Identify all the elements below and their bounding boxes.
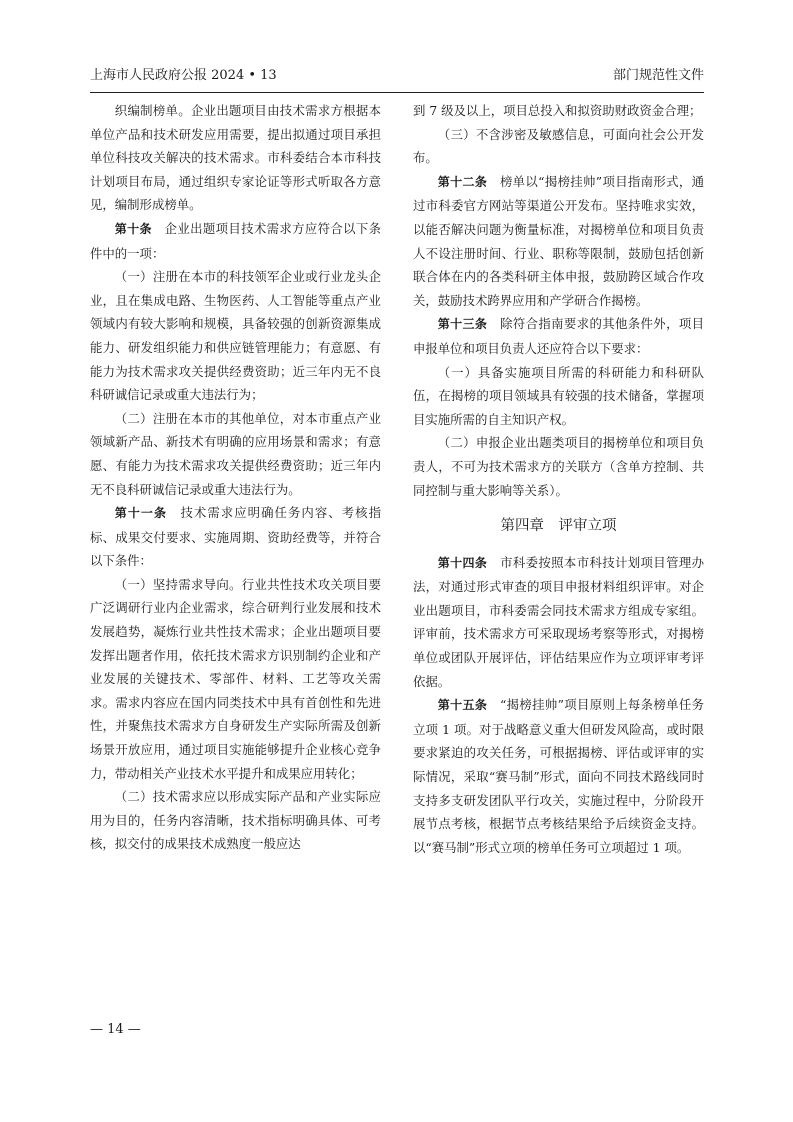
paragraph-text: （二）注册在本市的其他单位，对本市重点产业领域新产品、新技术有明确的应用场景和需求；有意愿、有能力为技术需求攻关提供经费资助；近三年内无不良科研诚信记录或重大违法行为。 bbox=[90, 410, 381, 497]
page-number: — 14 — bbox=[90, 1022, 141, 1037]
article-number: 第十三条 bbox=[437, 317, 488, 332]
article-paragraph bbox=[90, 501, 381, 573]
body-paragraph bbox=[90, 573, 381, 785]
paragraph-text: （三）不含涉密及敏感信息，可面向社会公开发布。 bbox=[413, 126, 704, 166]
paragraph-text: 技术需求应明确任务内容、考核指标、成果交付要求、实施周期、资助经费等，并符合以下条件： bbox=[90, 505, 382, 569]
article-paragraph bbox=[90, 217, 381, 265]
body-paragraph bbox=[90, 785, 381, 856]
body-paragraph bbox=[413, 123, 704, 170]
paragraph-text: （一）具备实施项目所需的科研能力和科研队伍，在揭榜的项目领域具有较强的技术储备，掌握项目实施所需的自主知识产权。 bbox=[413, 364, 704, 427]
paragraph-text: （二）申报企业出题类项目的揭榜单位和项目负责人，不可为技术需求方的关联方（含单方控制、共同控制与重大影响等关系）。 bbox=[413, 435, 704, 498]
left-column bbox=[90, 99, 381, 856]
body-paragraph bbox=[90, 407, 381, 501]
paragraph-text: 织编制榜单。企业出题项目由技术需求方根据本单位产品和技术研发应用需要，提出拟通过项目承担单位科技攻关解决的技术需求。市科委结合本市科技计划项目布局，通过组织专家论证等形式听取各方意见，编制形成榜单。 bbox=[90, 103, 381, 213]
bulletin-title: 上海市人民政府公报 2024 • 13 bbox=[90, 68, 277, 83]
body-paragraph bbox=[413, 99, 704, 123]
article-paragraph bbox=[413, 312, 704, 360]
body-paragraph bbox=[90, 265, 381, 407]
body-paragraph bbox=[90, 99, 381, 217]
paragraph-text: （一）坚持需求导向。行业共性技术攻关项目要广泛调研行业内企业需求，综合研判行业发展和技术发展趋势，凝炼行业共性技术需求；企业出题项目要发挥出题者作用，依托技术需求方识别制约企业和产业发展的关键技术、零部件、材料、工艺等攻关需求。需求内容应在国内同类技术中具有首创性和先进性，并聚焦技术需求方自身研发生产实际所需及创新场景开放应用，通过项目实施能够提升企业核心竞争力，带动相关产业技术水平提升和成果应用转化； bbox=[90, 576, 381, 781]
chapter-heading: 第四章 评审立项 bbox=[500, 518, 617, 535]
paragraph-text: 除符合指南要求的其他条件外，项目申报单位和项目负责人还应符合以下要求： bbox=[413, 316, 705, 356]
right-column bbox=[413, 99, 704, 859]
body-paragraph bbox=[413, 361, 704, 432]
page-header bbox=[90, 60, 704, 93]
section-label: 部门规范性文件 bbox=[612, 68, 704, 83]
article-number: 第十五条 bbox=[437, 698, 488, 713]
article-number: 第十一条 bbox=[114, 506, 167, 521]
article-number: 第十条 bbox=[114, 221, 152, 236]
article-number: 第十二条 bbox=[437, 174, 488, 189]
article-number: 第十四条 bbox=[437, 555, 488, 570]
paragraph-text: “揭榜挂帅”项目原则上每条榜单任务立项 1 项。对于战略意义重大但研发风险高，或时限要求紧迫的攻关任务，可根据揭榜、评估或评审的实际情况，采取“赛马制”形式，面向不同技术路线同时支持多支研发团队平行攻关，实施过程中，分阶段开展节点考核，根据节点考核结果给予后续资金支持。以“赛马制”形式立项的榜单任务可立项超过 1 项。 bbox=[413, 697, 705, 855]
paragraph-text: 市科委按照本市科技计划项目管理办法，对通过形式审查的项目申报材料组织评审。对企业出题项目，市科委需会同技术需求方组成专家组。评审前，技术需求方可采取现场考察等形式，对揭榜单位或团队开展评估，评估结果应作为立项评审考评依据。 bbox=[413, 554, 705, 689]
paragraph-text: （一）注册在本市的科技领军企业或行业龙头企业，且在集成电路、生物医药、人工智能等重点产业领域内有较大影响和规模，具备较强的创新资源集成能力、研发组织能力和供应链管理能力；有意愿、有能力为技术需求攻关提供经费资助；近三年内无不良科研诚信记录或重大违法行为； bbox=[90, 269, 381, 403]
paragraph-text: 企业出题项目技术需求方应符合以下条件中的一项： bbox=[90, 220, 381, 261]
paragraph-text: 到 7 级及以上，项目总投入和拟资助财政资金合理； bbox=[413, 103, 702, 118]
paragraph-text: （二）技术需求应以形成实际产品和产业实际应用为目的，任务内容清晰，技术指标明确具体、可考核，拟交付的成果技术成熟度一般应达 bbox=[90, 789, 381, 852]
article-paragraph bbox=[413, 693, 704, 859]
paragraph-text: 榜单以“揭榜挂帅”项目指南形式，通过市科委官方网站等渠道公开发布。坚持唯求实效，以能否解决问题为衡量标准，对揭榜单位和项目负责人不设注册时间、行业、职称等限制，鼓励包括创新联合体在内的各类科研主体申报，鼓励跨区域合作攻关，鼓励技术跨界应用和产学研合作揭榜。 bbox=[413, 173, 705, 308]
article-paragraph bbox=[413, 551, 704, 694]
body-paragraph bbox=[413, 431, 704, 502]
article-paragraph bbox=[413, 170, 704, 313]
